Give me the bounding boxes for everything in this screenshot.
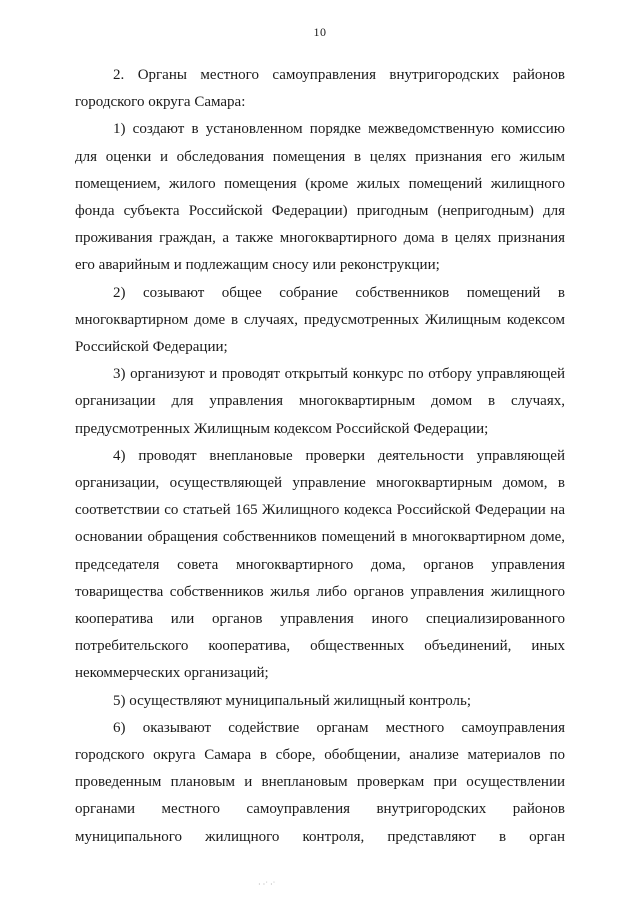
- paragraph-2: 2. Органы местного самоуправления внутригородских районов городского округа Самара:: [75, 67, 565, 111]
- page-number: 10: [313, 25, 327, 39]
- scan-artifact: · ·˙ ·˙: [258, 880, 276, 889]
- list-item-6: 6) оказывают содействие органам местного самоуправления городского округа Самара в сборе, обобщении, анализе материалов по проведенным плановым и внеплановым проверкам при осуществлении органами местного самоуправления внутригородских районов муниципального жилищного контроля, представляют в орган: [75, 719, 565, 845]
- list-item-1: 1) создают в установленном порядке межведомственную комиссию для оценки и обследования помещения в целях признания его жилым помещением, жилого помещения (кроме жилых помещений жилищного фонда субъекта Российской Федерации) пригодным (непригодным) для проживания граждан, а также многоквартирного дома в целях признания его аварийным и подлежащим сносу или реконструкции;: [75, 121, 565, 274]
- list-item-4: 4) проводят внеплановые проверки деятельности управляющей организации, осуществляющей управление многоквартирным домом, в соответствии со статьей 165 Жилищного кодекса Российской Федерации на основании обращения собственников помещений в многоквартирном доме, председателя совета многоквартирного дома, органов управления товарищества собственников жилья либо органов управления жилищного кооператива или органов управления иного специализированного потребительского кооператива, общественных объединений, иных некоммерческих организаций;: [75, 447, 565, 682]
- list-item-5: 5) осуществляют муниципальный жилищный контроль;: [113, 692, 472, 709]
- list-item-2: 2) созывают общее собрание собственников помещений в многоквартирном доме в случаях, предусмотренных Жилищным кодексом Российской Федерации;: [75, 284, 565, 356]
- list-item-3: 3) организуют и проводят открытый конкурс по отбору управляющей организации для управления многоквартирным домом в случаях, предусмотренных Жилищным кодексом Российской Федерации;: [75, 366, 565, 437]
- document-body: [75, 62, 565, 851]
